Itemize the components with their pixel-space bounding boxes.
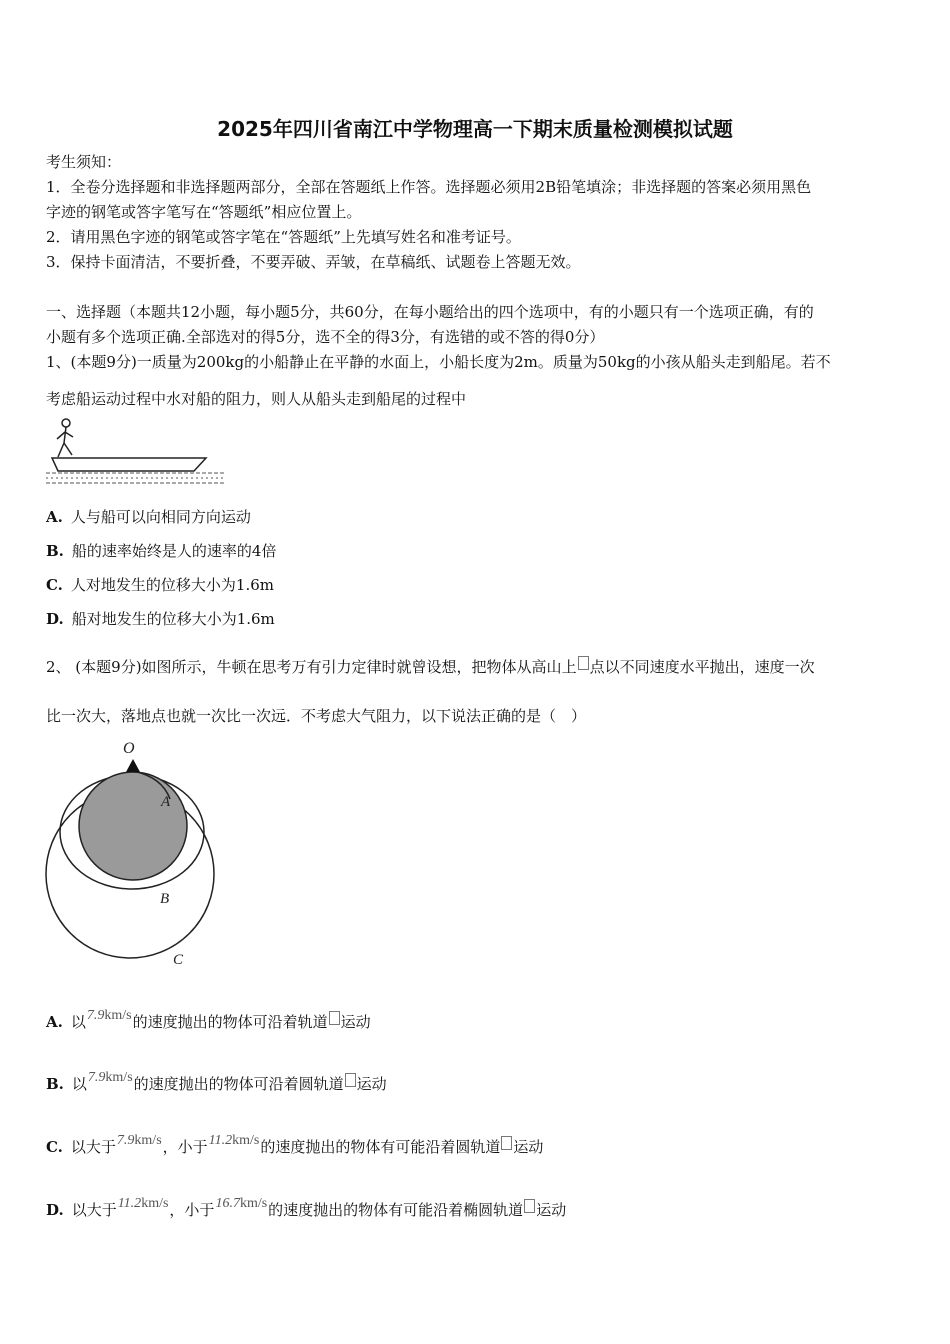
speed-value-2: 11.2km/s	[208, 1133, 260, 1148]
q1-option-b[interactable]	[46, 541, 276, 561]
option-text: 船对地发生的位移大小为1.6m	[71, 610, 275, 628]
option-text-end: 运动	[513, 1138, 544, 1156]
option-text-end: 运动	[356, 1075, 387, 1093]
option-text: 人与船可以向相同方向运动	[70, 508, 251, 526]
option-key: D.	[46, 1201, 64, 1219]
option-text-mid: ，小于	[162, 1138, 208, 1156]
option-text-pre: 以	[71, 1075, 87, 1093]
boat-hull	[52, 458, 206, 471]
notice-heading: 考生须知：	[46, 153, 122, 171]
q1-option-d[interactable]	[46, 609, 275, 629]
speed-value-1: 7.9km/s	[116, 1133, 162, 1148]
option-text-end: 运动	[340, 1013, 371, 1031]
option-text: 船的速率始终是人的速率的4倍	[71, 542, 277, 560]
section-heading-line-2: 小题有多个选项正确.全部选对的得5分，选不全的得3分，有选错的或不答的得0分）	[46, 328, 605, 346]
option-text-pre: 以大于	[70, 1138, 116, 1156]
page-title: 2025年四川省南江中学物理高一下期末质量检测模拟试题	[217, 117, 733, 141]
option-text-post: 的速度抛出的物体可沿着圆轨道	[133, 1075, 344, 1093]
missing-symbol-icon	[345, 1073, 356, 1087]
notice-item-2: 2．请用黑色字迹的钢笔或答字笔在“答题纸”上先填写姓名和准考证号。	[46, 228, 521, 246]
question-2-line-1-a: 2、 (本题9分)如图所示，牛顿在思考万有引力定律时就曾设想，把物体从高山上	[46, 658, 577, 676]
label-a: A	[161, 794, 171, 810]
option-key: D.	[46, 610, 64, 628]
option-key: C.	[46, 576, 63, 594]
label-b: B	[160, 891, 170, 907]
earth	[79, 772, 187, 880]
q2-option-a[interactable]	[46, 1008, 371, 1034]
missing-symbol-icon	[578, 656, 589, 670]
option-key: B.	[46, 1075, 64, 1093]
question-1-line-1: 1、(本题9分)一质量为200kg的小船静止在平静的水面上，小船长度为2m。质量为50kg的小孩从船头走到船尾。若不	[46, 353, 831, 371]
option-text-end: 运动	[536, 1201, 567, 1219]
q1-option-c[interactable]	[46, 575, 274, 595]
option-key: B.	[46, 542, 64, 560]
option-key: A.	[46, 1013, 63, 1031]
orbit-figure	[40, 735, 230, 970]
label-o: O	[123, 740, 135, 757]
missing-symbol-icon	[501, 1136, 512, 1150]
speed-value-1: 7.9km/s	[87, 1070, 133, 1085]
option-key: A.	[46, 508, 63, 526]
notice-item-1-line-2: 字迹的钢笔或答字笔写在“答题纸”相应位置上。	[46, 203, 362, 221]
section-heading-line-1: 一、选择题（本题共12小题，每小题5分，共60分，在每小题给出的四个选项中，有的小题只有一个选项正确，有的	[46, 303, 814, 321]
option-text-post: 的速度抛出的物体有可能沿着圆轨道	[260, 1138, 501, 1156]
question-2-line-1	[46, 656, 815, 677]
q2-option-c[interactable]	[46, 1133, 544, 1159]
question-1-line-2: 考虑船运动过程中水对船的阻力，则人从船头走到船尾的过程中	[46, 390, 467, 408]
option-text: 人对地发生的位移大小为1.6m	[70, 576, 274, 594]
boat-figure	[44, 417, 229, 489]
notice-item-1-line-1: 1．全卷分选择题和非选择题两部分，全部在答题纸上作答。选择题必须用2B铅笔填涂；非选择题的答案必须用黑色	[46, 178, 812, 196]
option-text-post: 的速度抛出的物体有可能沿着椭圆轨道	[268, 1201, 524, 1219]
question-2-line-2: 比一次大，落地点也就一次比一次远．不考虑大气阻力，以下说法正确的是（ ）	[46, 707, 587, 725]
option-text-mid: ，小于	[169, 1201, 215, 1219]
speed-value-1: 7.9km/s	[86, 1008, 132, 1023]
q2-option-b[interactable]	[46, 1070, 387, 1096]
missing-symbol-icon	[329, 1011, 340, 1025]
missing-symbol-icon	[524, 1199, 535, 1213]
speed-value-1: 11.2km/s	[117, 1196, 169, 1211]
label-c: C	[173, 952, 184, 968]
option-text-pre: 以大于	[71, 1201, 117, 1219]
question-2-line-1-b: 点以不同速度水平抛出，速度一次	[589, 658, 815, 676]
water-surface	[46, 473, 226, 483]
q2-option-d[interactable]	[46, 1196, 567, 1222]
speed-value-2: 16.7km/s	[215, 1196, 268, 1211]
q1-option-a[interactable]	[46, 507, 251, 527]
option-text-post: 的速度抛出的物体可沿着轨道	[132, 1013, 328, 1031]
child-icon	[57, 419, 73, 457]
option-key: C.	[46, 1138, 63, 1156]
notice-item-3: 3．保持卡面清洁，不要折叠，不要弄破、弄皱，在草稿纸、试题卷上答题无效。	[46, 253, 581, 271]
option-text-pre: 以	[70, 1013, 86, 1031]
mountain-icon	[126, 759, 140, 772]
